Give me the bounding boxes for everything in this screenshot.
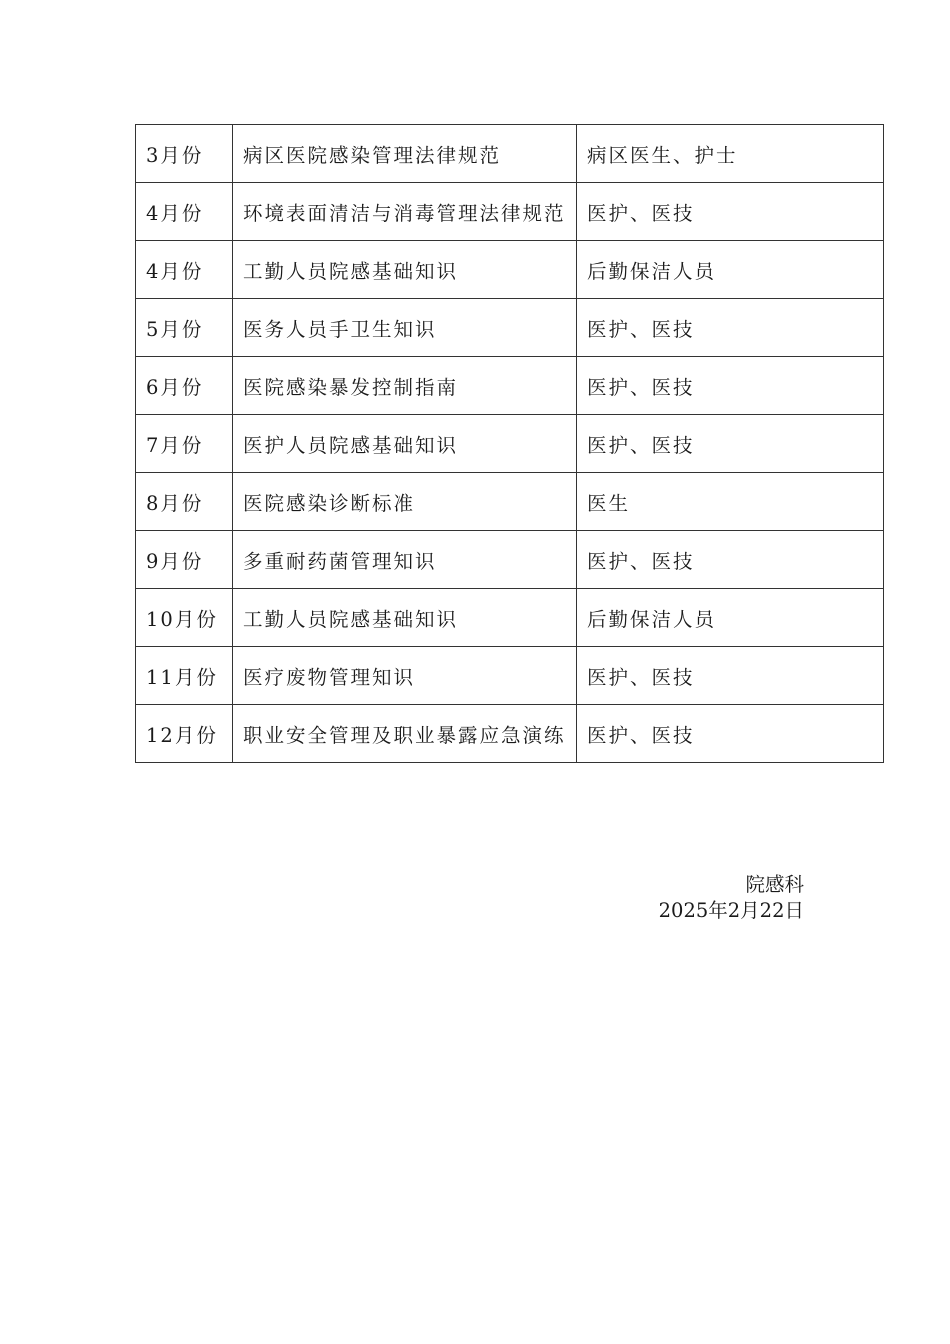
table-row [136,647,884,705]
audience-cell: 医护、医技 [577,299,884,357]
month-cell: 7月份 [136,415,233,473]
audience-cell: 医护、医技 [577,357,884,415]
month-cell: 8月份 [136,473,233,531]
topic-cell: 环境表面清洁与消毒管理法律规范 [233,183,577,241]
topic-cell: 医务人员手卫生知识 [233,299,577,357]
table-row [136,531,884,589]
audience-cell: 后勤保洁人员 [577,589,884,647]
audience-cell: 医护、医技 [577,531,884,589]
month-cell: 4月份 [136,183,233,241]
table-row [136,473,884,531]
training-schedule-table [135,124,884,763]
signature-block [659,872,804,924]
topic-cell: 医疗废物管理知识 [233,647,577,705]
audience-cell: 医护、医技 [577,647,884,705]
table-row [136,125,884,183]
topic-cell: 工勤人员院感基础知识 [233,241,577,299]
table-row [136,183,884,241]
table-row [136,357,884,415]
table-row [136,705,884,763]
audience-cell: 后勤保洁人员 [577,241,884,299]
table-row [136,415,884,473]
audience-cell: 医护、医技 [577,705,884,763]
topic-cell: 医院感染诊断标准 [233,473,577,531]
signature-date: 2025年2月22日 [658,899,804,922]
month-cell: 3月份 [136,125,233,183]
month-cell: 12月份 [136,705,233,763]
audience-cell: 医护、医技 [577,183,884,241]
month-cell: 6月份 [136,357,233,415]
table-row [136,589,884,647]
table-row [136,299,884,357]
audience-cell: 医护、医技 [577,415,884,473]
topic-cell: 医护人员院感基础知识 [233,415,577,473]
signature-department: 院感科 [745,873,804,896]
audience-cell: 医生 [577,473,884,531]
month-cell: 5月份 [136,299,233,357]
topic-cell: 职业安全管理及职业暴露应急演练 [233,705,577,763]
month-cell: 10月份 [136,589,233,647]
month-cell: 9月份 [136,531,233,589]
topic-cell: 多重耐药菌管理知识 [233,531,577,589]
month-cell: 4月份 [136,241,233,299]
table-row [136,241,884,299]
topic-cell: 工勤人员院感基础知识 [233,589,577,647]
schedule-table-body [136,125,884,763]
topic-cell: 医院感染暴发控制指南 [233,357,577,415]
audience-cell: 病区医生、护士 [577,125,884,183]
month-cell: 11月份 [136,647,233,705]
topic-cell: 病区医院感染管理法律规范 [233,125,577,183]
